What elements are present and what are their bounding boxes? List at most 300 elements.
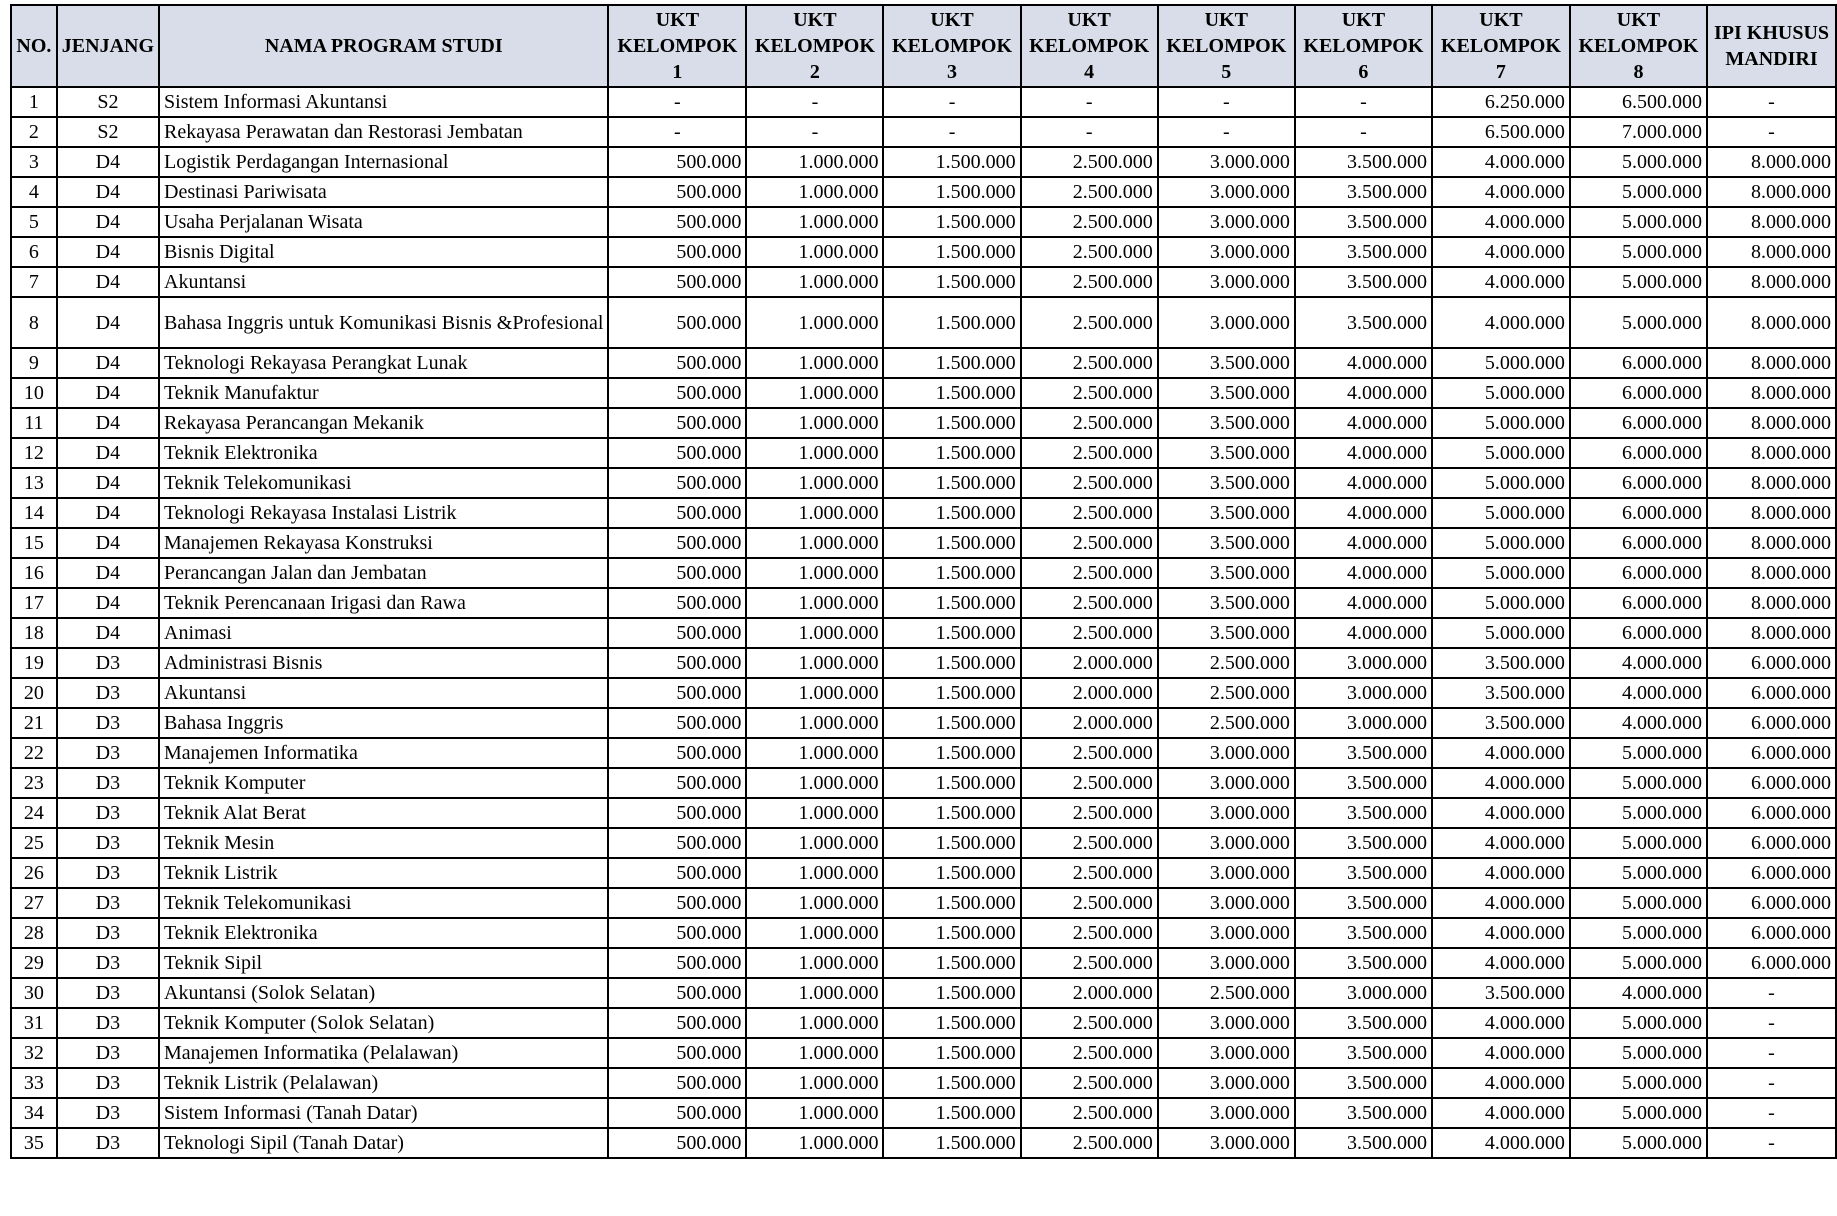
- cell-ukt-8: 5.000.000: [1570, 828, 1707, 858]
- cell-program-studi: Akuntansi: [159, 267, 608, 297]
- cell-program-studi: Manajemen Informatika: [159, 738, 608, 768]
- cell-ukt-3: -: [883, 87, 1020, 117]
- header-ukt-8: [1570, 5, 1707, 87]
- cell-ukt-2: 1.000.000: [746, 948, 883, 978]
- cell-ukt-8: 5.000.000: [1570, 918, 1707, 948]
- cell-ipi-khusus-mandiri: -: [1707, 1008, 1836, 1038]
- cell-ukt-4: 2.500.000: [1021, 1128, 1158, 1158]
- cell-ukt-3: 1.500.000: [883, 297, 1020, 348]
- cell-ukt-5: 3.000.000: [1158, 147, 1295, 177]
- cell-ukt-4: 2.500.000: [1021, 1098, 1158, 1128]
- cell-jenjang: D3: [57, 738, 159, 768]
- header-ukt-4: [1021, 5, 1158, 87]
- cell-ipi-khusus-mandiri: 8.000.000: [1707, 438, 1836, 468]
- cell-ukt-8: 5.000.000: [1570, 177, 1707, 207]
- cell-ukt-6: 3.500.000: [1295, 1128, 1432, 1158]
- cell-ukt-2: 1.000.000: [746, 558, 883, 588]
- cell-ukt-3: 1.500.000: [883, 408, 1020, 438]
- cell-ukt-7: 5.000.000: [1432, 408, 1570, 438]
- cell-program-studi: Teknik Mesin: [159, 828, 608, 858]
- cell-program-studi: Bahasa Inggris: [159, 708, 608, 738]
- table-body: [11, 87, 1836, 1158]
- cell-ukt-1: 500.000: [608, 267, 746, 297]
- cell-jenjang: D3: [57, 948, 159, 978]
- cell-jenjang: D3: [57, 1008, 159, 1038]
- cell-ukt-6: 3.500.000: [1295, 828, 1432, 858]
- cell-ukt-1: 500.000: [608, 498, 746, 528]
- table-row: [11, 858, 1836, 888]
- cell-no: 30: [11, 978, 57, 1008]
- cell-jenjang: D3: [57, 828, 159, 858]
- table-row: [11, 558, 1836, 588]
- cell-ukt-7: 5.000.000: [1432, 378, 1570, 408]
- cell-ukt-1: 500.000: [608, 207, 746, 237]
- table-row: [11, 648, 1836, 678]
- cell-ukt-5: 2.500.000: [1158, 648, 1295, 678]
- cell-ukt-4: 2.500.000: [1021, 237, 1158, 267]
- cell-ukt-1: 500.000: [608, 648, 746, 678]
- cell-ukt-4: 2.500.000: [1021, 948, 1158, 978]
- cell-ukt-1: 500.000: [608, 858, 746, 888]
- cell-jenjang: D4: [57, 348, 159, 378]
- cell-ukt-2: 1.000.000: [746, 468, 883, 498]
- cell-ukt-6: 3.500.000: [1295, 798, 1432, 828]
- cell-ukt-6: 4.000.000: [1295, 438, 1432, 468]
- header-ukt-6-line: 6: [1358, 61, 1369, 83]
- cell-ukt-8: 4.000.000: [1570, 708, 1707, 738]
- cell-ukt-2: 1.000.000: [746, 237, 883, 267]
- cell-ukt-1: 500.000: [608, 708, 746, 738]
- cell-ukt-6: 3.500.000: [1295, 297, 1432, 348]
- cell-ukt-8: 5.000.000: [1570, 948, 1707, 978]
- table-row: [11, 738, 1836, 768]
- cell-ukt-8: 4.000.000: [1570, 648, 1707, 678]
- cell-ukt-1: 500.000: [608, 1098, 746, 1128]
- cell-ukt-6: 3.500.000: [1295, 1008, 1432, 1038]
- cell-ukt-7: 4.000.000: [1432, 768, 1570, 798]
- cell-ukt-1: -: [608, 87, 746, 117]
- cell-jenjang: D4: [57, 618, 159, 648]
- cell-ukt-6: 4.000.000: [1295, 378, 1432, 408]
- header-ukt-5-line: 5: [1221, 61, 1232, 83]
- table-row: [11, 948, 1836, 978]
- cell-ukt-6: 3.500.000: [1295, 948, 1432, 978]
- header-nama-program-studi: [159, 5, 608, 87]
- header-ukt-4-line: 4: [1084, 61, 1095, 83]
- cell-ukt-7: 4.000.000: [1432, 1098, 1570, 1128]
- cell-ukt-7: 4.000.000: [1432, 798, 1570, 828]
- cell-ukt-3: 1.500.000: [883, 1038, 1020, 1068]
- table-row: [11, 438, 1836, 468]
- cell-ipi-khusus-mandiri: -: [1707, 1038, 1836, 1068]
- table-row: [11, 237, 1836, 267]
- cell-ukt-5: 3.000.000: [1158, 738, 1295, 768]
- cell-ipi-khusus-mandiri: 8.000.000: [1707, 468, 1836, 498]
- cell-ukt-1: 500.000: [608, 468, 746, 498]
- cell-ukt-3: 1.500.000: [883, 1008, 1020, 1038]
- cell-ukt-4: 2.500.000: [1021, 918, 1158, 948]
- cell-no: 3: [11, 147, 57, 177]
- cell-ipi-khusus-mandiri: -: [1707, 1098, 1836, 1128]
- cell-ukt-6: 3.000.000: [1295, 678, 1432, 708]
- cell-ukt-2: 1.000.000: [746, 738, 883, 768]
- cell-ukt-4: 2.500.000: [1021, 207, 1158, 237]
- cell-ukt-3: 1.500.000: [883, 147, 1020, 177]
- cell-ukt-3: 1.500.000: [883, 498, 1020, 528]
- cell-ukt-5: 3.500.000: [1158, 528, 1295, 558]
- cell-ukt-7: 5.000.000: [1432, 498, 1570, 528]
- cell-ukt-1: 500.000: [608, 918, 746, 948]
- cell-ukt-7: 4.000.000: [1432, 1008, 1570, 1038]
- cell-ukt-8: 7.000.000: [1570, 117, 1707, 147]
- cell-ukt-7: 5.000.000: [1432, 438, 1570, 468]
- cell-ukt-1: 500.000: [608, 378, 746, 408]
- cell-program-studi: Teknik Listrik (Pelalawan): [159, 1068, 608, 1098]
- cell-program-studi: Teknologi Sipil (Tanah Datar): [159, 1128, 608, 1158]
- cell-jenjang: D4: [57, 468, 159, 498]
- cell-ukt-4: 2.000.000: [1021, 708, 1158, 738]
- cell-ukt-8: 5.000.000: [1570, 738, 1707, 768]
- cell-ukt-4: 2.500.000: [1021, 738, 1158, 768]
- cell-no: 28: [11, 918, 57, 948]
- header-ukt-1-line: KELOMPOK: [617, 35, 738, 57]
- cell-ukt-8: 5.000.000: [1570, 1008, 1707, 1038]
- cell-ipi-khusus-mandiri: 8.000.000: [1707, 177, 1836, 207]
- cell-no: 31: [11, 1008, 57, 1038]
- cell-ukt-2: 1.000.000: [746, 438, 883, 468]
- header-ipi-khusus-mandiri-line: MANDIRI: [1725, 48, 1818, 70]
- cell-ukt-3: 1.500.000: [883, 648, 1020, 678]
- cell-no: 18: [11, 618, 57, 648]
- cell-ukt-1: 500.000: [608, 1008, 746, 1038]
- cell-jenjang: D4: [57, 558, 159, 588]
- cell-ukt-6: 3.000.000: [1295, 978, 1432, 1008]
- cell-ukt-6: 4.000.000: [1295, 408, 1432, 438]
- cell-ukt-2: 1.000.000: [746, 678, 883, 708]
- cell-ukt-4: 2.500.000: [1021, 267, 1158, 297]
- cell-no: 16: [11, 558, 57, 588]
- cell-ukt-8: 6.000.000: [1570, 438, 1707, 468]
- header-ukt-5-line: KELOMPOK: [1166, 35, 1287, 57]
- cell-ukt-7: 6.250.000: [1432, 87, 1570, 117]
- cell-ukt-1: 500.000: [608, 528, 746, 558]
- table-header: [11, 5, 1836, 87]
- table-row: [11, 918, 1836, 948]
- cell-ukt-3: 1.500.000: [883, 798, 1020, 828]
- cell-ukt-8: 6.000.000: [1570, 378, 1707, 408]
- cell-jenjang: D3: [57, 1128, 159, 1158]
- cell-ukt-3: 1.500.000: [883, 267, 1020, 297]
- cell-ukt-3: 1.500.000: [883, 177, 1020, 207]
- cell-jenjang: D4: [57, 588, 159, 618]
- table-row: [11, 1038, 1836, 1068]
- cell-jenjang: D3: [57, 1038, 159, 1068]
- cell-jenjang: S2: [57, 87, 159, 117]
- cell-ipi-khusus-mandiri: 6.000.000: [1707, 798, 1836, 828]
- cell-ukt-6: 4.000.000: [1295, 618, 1432, 648]
- cell-ipi-khusus-mandiri: 8.000.000: [1707, 147, 1836, 177]
- cell-ukt-6: 3.500.000: [1295, 1098, 1432, 1128]
- cell-ukt-8: 6.000.000: [1570, 348, 1707, 378]
- cell-ukt-4: -: [1021, 87, 1158, 117]
- table-row: [11, 177, 1836, 207]
- cell-ukt-6: 3.500.000: [1295, 768, 1432, 798]
- cell-ipi-khusus-mandiri: -: [1707, 1128, 1836, 1158]
- cell-ukt-3: 1.500.000: [883, 768, 1020, 798]
- cell-program-studi: Akuntansi (Solok Selatan): [159, 978, 608, 1008]
- cell-no: 34: [11, 1098, 57, 1128]
- cell-ipi-khusus-mandiri: 8.000.000: [1707, 528, 1836, 558]
- cell-ukt-2: 1.000.000: [746, 147, 883, 177]
- cell-ukt-2: 1.000.000: [746, 858, 883, 888]
- cell-no: 23: [11, 768, 57, 798]
- cell-ukt-8: 6.000.000: [1570, 408, 1707, 438]
- cell-ukt-1: 500.000: [608, 438, 746, 468]
- table-row: [11, 618, 1836, 648]
- cell-ipi-khusus-mandiri: -: [1707, 87, 1836, 117]
- cell-ukt-8: 5.000.000: [1570, 858, 1707, 888]
- header-ukt-2: [746, 5, 883, 87]
- cell-ukt-1: 500.000: [608, 348, 746, 378]
- cell-ukt-8: 5.000.000: [1570, 207, 1707, 237]
- cell-program-studi: Animasi: [159, 618, 608, 648]
- table-row: [11, 147, 1836, 177]
- cell-ukt-1: 500.000: [608, 1128, 746, 1158]
- table-row: [11, 498, 1836, 528]
- cell-ukt-8: 6.000.000: [1570, 528, 1707, 558]
- cell-ukt-3: 1.500.000: [883, 237, 1020, 267]
- cell-ukt-8: 5.000.000: [1570, 1128, 1707, 1158]
- cell-ukt-4: 2.000.000: [1021, 978, 1158, 1008]
- cell-no: 24: [11, 798, 57, 828]
- cell-ukt-5: 3.000.000: [1158, 888, 1295, 918]
- cell-ukt-8: 4.000.000: [1570, 978, 1707, 1008]
- cell-ukt-5: 3.000.000: [1158, 768, 1295, 798]
- cell-ukt-5: 3.500.000: [1158, 438, 1295, 468]
- cell-no: 7: [11, 267, 57, 297]
- cell-ukt-7: 4.000.000: [1432, 177, 1570, 207]
- cell-program-studi: Manajemen Rekayasa Konstruksi: [159, 528, 608, 558]
- header-ukt-4-line: UKT: [1067, 9, 1111, 31]
- cell-ukt-5: 3.500.000: [1158, 588, 1295, 618]
- cell-program-studi: Akuntansi: [159, 678, 608, 708]
- cell-ukt-7: 5.000.000: [1432, 618, 1570, 648]
- cell-jenjang: D3: [57, 648, 159, 678]
- cell-ipi-khusus-mandiri: 8.000.000: [1707, 237, 1836, 267]
- cell-ukt-7: 4.000.000: [1432, 237, 1570, 267]
- cell-ipi-khusus-mandiri: 8.000.000: [1707, 618, 1836, 648]
- cell-ukt-2: 1.000.000: [746, 888, 883, 918]
- cell-ukt-2: 1.000.000: [746, 348, 883, 378]
- cell-ukt-2: 1.000.000: [746, 267, 883, 297]
- cell-ukt-8: 6.000.000: [1570, 468, 1707, 498]
- cell-ukt-2: 1.000.000: [746, 207, 883, 237]
- cell-no: 10: [11, 378, 57, 408]
- cell-ukt-2: 1.000.000: [746, 1038, 883, 1068]
- cell-ukt-5: 3.000.000: [1158, 798, 1295, 828]
- cell-ukt-6: 3.500.000: [1295, 147, 1432, 177]
- cell-ukt-5: 3.000.000: [1158, 948, 1295, 978]
- cell-no: 14: [11, 498, 57, 528]
- header-ukt-2-line: KELOMPOK: [754, 35, 875, 57]
- header-ipi-khusus-mandiri: [1707, 5, 1836, 87]
- cell-ukt-2: 1.000.000: [746, 498, 883, 528]
- cell-ukt-6: 3.500.000: [1295, 888, 1432, 918]
- header-ukt-6-line: KELOMPOK: [1303, 35, 1424, 57]
- cell-ukt-1: 500.000: [608, 678, 746, 708]
- cell-no: 25: [11, 828, 57, 858]
- cell-ukt-3: 1.500.000: [883, 1098, 1020, 1128]
- cell-program-studi: Rekayasa Perancangan Mekanik: [159, 408, 608, 438]
- cell-ukt-2: 1.000.000: [746, 768, 883, 798]
- cell-ukt-7: 4.000.000: [1432, 297, 1570, 348]
- ukt-table: [10, 4, 1837, 1159]
- cell-ukt-2: 1.000.000: [746, 378, 883, 408]
- cell-ukt-4: 2.500.000: [1021, 348, 1158, 378]
- cell-ipi-khusus-mandiri: 8.000.000: [1707, 297, 1836, 348]
- cell-ukt-6: 3.500.000: [1295, 1068, 1432, 1098]
- header-jenjang-line: JENJANG: [61, 35, 155, 57]
- cell-no: 4: [11, 177, 57, 207]
- cell-ukt-4: 2.000.000: [1021, 678, 1158, 708]
- cell-ukt-3: 1.500.000: [883, 528, 1020, 558]
- cell-program-studi: Sistem Informasi Akuntansi: [159, 87, 608, 117]
- header-ukt-7: [1432, 5, 1570, 87]
- cell-ukt-2: 1.000.000: [746, 588, 883, 618]
- cell-ipi-khusus-mandiri: 8.000.000: [1707, 498, 1836, 528]
- cell-ipi-khusus-mandiri: 6.000.000: [1707, 828, 1836, 858]
- cell-ukt-1: 500.000: [608, 1068, 746, 1098]
- cell-ukt-4: 2.500.000: [1021, 588, 1158, 618]
- cell-ukt-2: 1.000.000: [746, 408, 883, 438]
- cell-jenjang: D3: [57, 858, 159, 888]
- header-ukt-8-line: 8: [1633, 61, 1644, 83]
- header-ukt-6: [1295, 5, 1432, 87]
- cell-ukt-6: 4.000.000: [1295, 468, 1432, 498]
- cell-ukt-4: 2.500.000: [1021, 1068, 1158, 1098]
- cell-no: 15: [11, 528, 57, 558]
- header-ukt-7-line: UKT: [1479, 9, 1523, 31]
- table-row: [11, 408, 1836, 438]
- cell-program-studi: Usaha Perjalanan Wisata: [159, 207, 608, 237]
- cell-ipi-khusus-mandiri: 6.000.000: [1707, 738, 1836, 768]
- cell-ipi-khusus-mandiri: 6.000.000: [1707, 648, 1836, 678]
- cell-ukt-1: 500.000: [608, 948, 746, 978]
- cell-ukt-8: 5.000.000: [1570, 1068, 1707, 1098]
- cell-ipi-khusus-mandiri: 6.000.000: [1707, 708, 1836, 738]
- cell-ukt-4: 2.500.000: [1021, 147, 1158, 177]
- cell-ukt-1: 500.000: [608, 297, 746, 348]
- cell-ukt-8: 4.000.000: [1570, 678, 1707, 708]
- cell-ukt-8: 6.500.000: [1570, 87, 1707, 117]
- cell-ukt-7: 5.000.000: [1432, 348, 1570, 378]
- header-ukt-3-line: 3: [947, 61, 958, 83]
- cell-ukt-4: 2.500.000: [1021, 888, 1158, 918]
- cell-ukt-3: 1.500.000: [883, 948, 1020, 978]
- cell-ukt-5: 3.500.000: [1158, 348, 1295, 378]
- cell-program-studi: Teknik Telekomunikasi: [159, 468, 608, 498]
- cell-ukt-2: 1.000.000: [746, 828, 883, 858]
- cell-program-studi: Perancangan Jalan dan Jembatan: [159, 558, 608, 588]
- cell-jenjang: S2: [57, 117, 159, 147]
- cell-program-studi: Teknik Telekomunikasi: [159, 888, 608, 918]
- table-row: [11, 378, 1836, 408]
- cell-ukt-8: 5.000.000: [1570, 888, 1707, 918]
- table-row: [11, 708, 1836, 738]
- cell-program-studi: Sistem Informasi (Tanah Datar): [159, 1098, 608, 1128]
- header-no-line: NO.: [16, 35, 52, 57]
- cell-ukt-6: 4.000.000: [1295, 348, 1432, 378]
- cell-ukt-7: 5.000.000: [1432, 558, 1570, 588]
- cell-ukt-4: 2.500.000: [1021, 528, 1158, 558]
- cell-ukt-5: 3.500.000: [1158, 468, 1295, 498]
- header-row: [11, 5, 1836, 87]
- cell-no: 13: [11, 468, 57, 498]
- table-row: [11, 588, 1836, 618]
- cell-program-studi: Administrasi Bisnis: [159, 648, 608, 678]
- cell-no: 26: [11, 858, 57, 888]
- cell-ukt-6: 3.500.000: [1295, 918, 1432, 948]
- cell-ukt-7: 4.000.000: [1432, 1038, 1570, 1068]
- cell-ukt-6: -: [1295, 87, 1432, 117]
- header-ukt-5: [1158, 5, 1295, 87]
- cell-ukt-4: 2.500.000: [1021, 768, 1158, 798]
- cell-no: 29: [11, 948, 57, 978]
- cell-ukt-3: 1.500.000: [883, 918, 1020, 948]
- header-ukt-3: [883, 5, 1020, 87]
- cell-ukt-1: 500.000: [608, 828, 746, 858]
- cell-program-studi: Teknologi Rekayasa Perangkat Lunak: [159, 348, 608, 378]
- cell-ukt-4: 2.500.000: [1021, 498, 1158, 528]
- cell-program-studi: Teknik Elektronika: [159, 918, 608, 948]
- cell-ukt-5: 3.000.000: [1158, 267, 1295, 297]
- cell-jenjang: D3: [57, 1098, 159, 1128]
- cell-ukt-6: 4.000.000: [1295, 528, 1432, 558]
- cell-ukt-7: 4.000.000: [1432, 1128, 1570, 1158]
- cell-ukt-1: 500.000: [608, 1038, 746, 1068]
- cell-ukt-5: 3.500.000: [1158, 378, 1295, 408]
- cell-ukt-5: 3.000.000: [1158, 237, 1295, 267]
- cell-ukt-3: 1.500.000: [883, 678, 1020, 708]
- cell-program-studi: Teknologi Rekayasa Instalasi Listrik: [159, 498, 608, 528]
- cell-ukt-2: 1.000.000: [746, 1128, 883, 1158]
- cell-ukt-2: 1.000.000: [746, 1008, 883, 1038]
- cell-ukt-7: 5.000.000: [1432, 528, 1570, 558]
- cell-ukt-8: 5.000.000: [1570, 237, 1707, 267]
- cell-ukt-5: 3.000.000: [1158, 1098, 1295, 1128]
- cell-ukt-4: 2.500.000: [1021, 297, 1158, 348]
- cell-ukt-6: 3.500.000: [1295, 858, 1432, 888]
- cell-ukt-6: 3.500.000: [1295, 207, 1432, 237]
- table-row: [11, 678, 1836, 708]
- cell-no: 19: [11, 648, 57, 678]
- cell-ukt-4: 2.500.000: [1021, 558, 1158, 588]
- cell-ukt-6: 3.500.000: [1295, 1038, 1432, 1068]
- cell-ukt-1: 500.000: [608, 798, 746, 828]
- header-no: [11, 5, 57, 87]
- cell-jenjang: D3: [57, 798, 159, 828]
- cell-jenjang: D3: [57, 678, 159, 708]
- cell-program-studi: Teknik Perencanaan Irigasi dan Rawa: [159, 588, 608, 618]
- cell-jenjang: D4: [57, 267, 159, 297]
- cell-ukt-1: 500.000: [608, 978, 746, 1008]
- cell-ukt-2: -: [746, 87, 883, 117]
- cell-ipi-khusus-mandiri: 6.000.000: [1707, 888, 1836, 918]
- cell-ukt-4: 2.500.000: [1021, 798, 1158, 828]
- cell-ukt-2: 1.000.000: [746, 297, 883, 348]
- cell-ukt-7: 4.000.000: [1432, 948, 1570, 978]
- table-row: [11, 1068, 1836, 1098]
